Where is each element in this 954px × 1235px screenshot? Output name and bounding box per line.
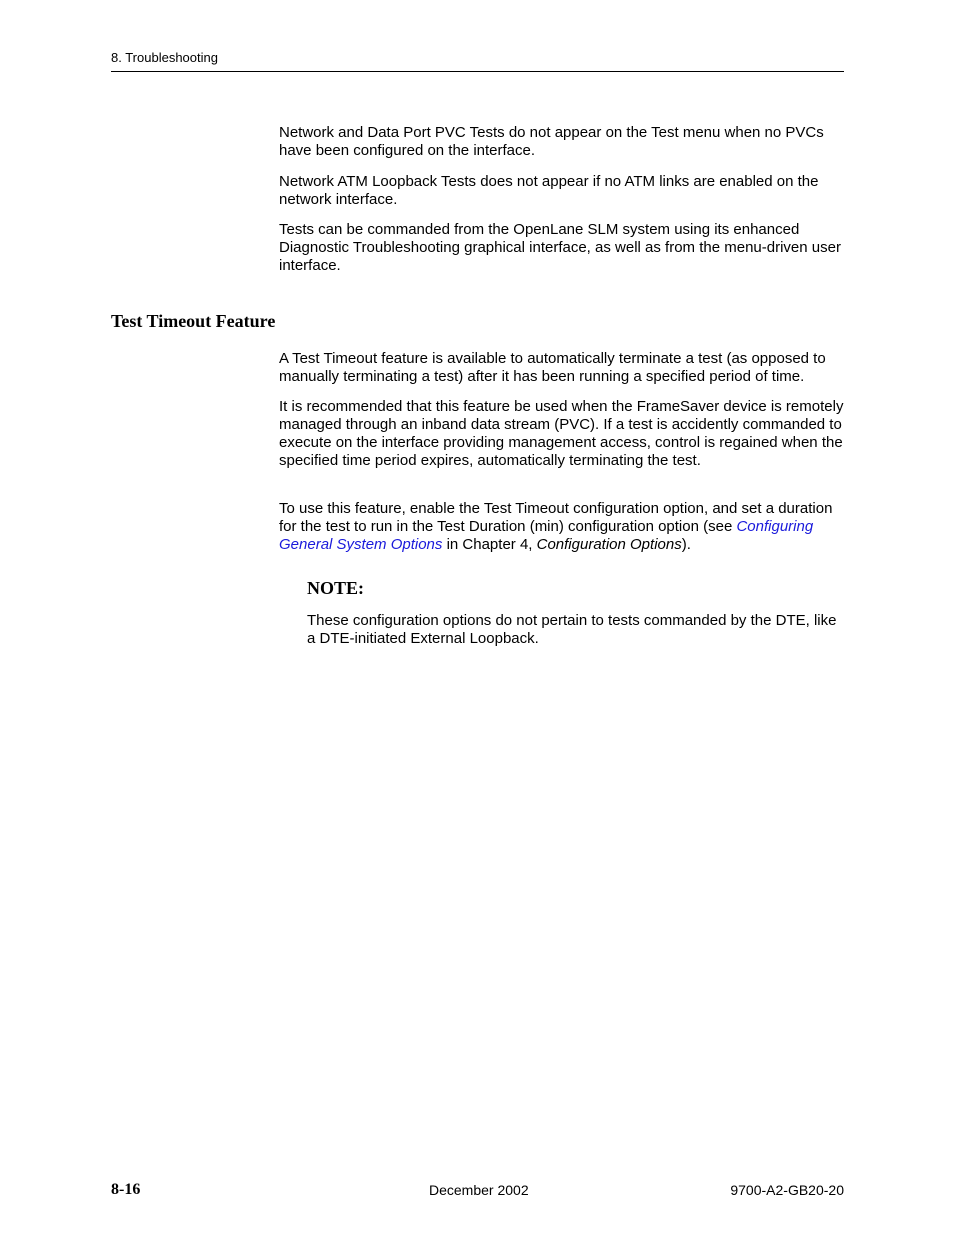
chapter-title: Configuration Options [536, 536, 682, 553]
note-body: These configuration options do not pertain to tests commanded by the DTE, like a DTE-initiated External Loopback. [307, 612, 837, 647]
section-heading: Test Timeout Feature [111, 311, 276, 331]
section-text-1: A Test Timeout feature is available to automatically terminate a test (as opposed to manually terminating a test) after it has been running a specified period of time. [279, 350, 826, 385]
page-number: 8-16 [111, 1181, 141, 1198]
section-paragraph-2 [279, 398, 845, 470]
intro-paragraph-2 [279, 173, 845, 209]
section-text-2: It is recommended that this feature be used when the FrameSaver device is remotely managed through an inband data stream (PVC). If a test is accidently commanded to execute on the interface providing management access, control is regained when the specified time period expires, automatically terminating the test. [279, 398, 844, 469]
config-options-link[interactable]: Configuring General System Options [279, 518, 814, 553]
usage-lead: To use this feature, enable the Test Timeout configuration option, and set a duration for the test to run in the Test Duration (min) configuration option (see [279, 500, 833, 535]
note-title: NOTE: [307, 578, 365, 598]
usage-tail: ). [681, 536, 691, 553]
section-paragraph-1 [279, 350, 845, 386]
footer-date: December 2002 [429, 1182, 529, 1198]
intro-paragraph-3 [279, 221, 845, 275]
intro-text-3: Tests can be commanded from the OpenLane SLM system using its enhanced Diagnostic Troubleshooting graphical interface, as well as from the menu-driven user interface. [279, 221, 841, 274]
usage-text [279, 500, 845, 554]
header-rule [111, 71, 844, 72]
intro-text-1: Network and Data Port PVC Tests do not appear on the Test menu when no PVCs have been configured on the interface. [279, 124, 824, 159]
intro-paragraph-1 [279, 124, 845, 160]
intro-text-2: Network ATM Loopback Tests does not appear if no ATM links are enabled on the network interface. [279, 173, 819, 208]
document-id: 9700-A2-GB20-20 [730, 1182, 844, 1198]
usage-middle: in Chapter 4, [442, 536, 537, 553]
running-header: 8. Troubleshooting [111, 50, 218, 65]
usage-paragraph [279, 500, 845, 554]
